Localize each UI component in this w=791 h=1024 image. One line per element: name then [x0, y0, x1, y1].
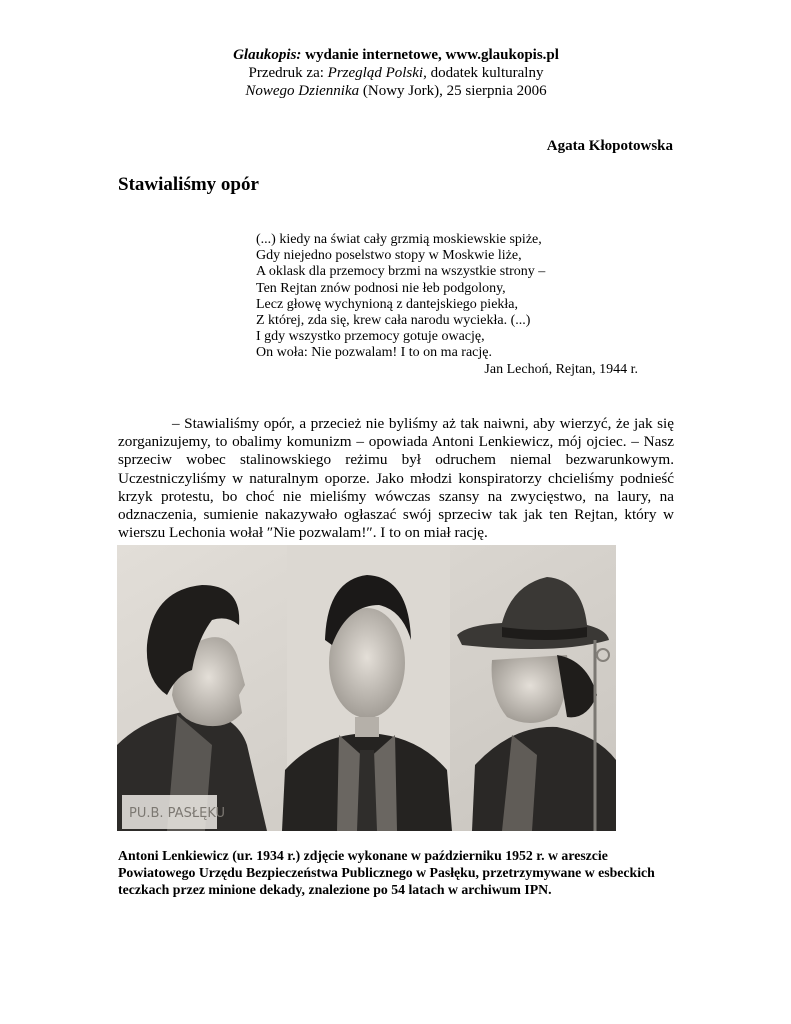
poem-line: On woła: Nie pozwalam! I to on ma rację. [256, 345, 492, 361]
poem-line: Gdy niejedno poselstwo stopy w Moskwie liże, [256, 248, 522, 264]
reprint-prefix: Przedruk za: [248, 65, 328, 81]
photo-caption: Antoni Lenkiewicz (ur. 1934 r.) zdjęcie wykonane w październiku 1952 r. w areszcie Powiatowego Urzędu Bezpieczeństwa Publicznego w Pasłęku, przetrzymywane w esbeckich teczkach przez minione dekady, znalezione po 54 latach w archiwum IPN. [118, 848, 655, 898]
poem-line: I gdy wszystko przemocy gotuje owację, [256, 329, 485, 345]
mugshot-photo [117, 545, 616, 831]
paper-date: (Nowy Jork), 25 sierpnia 2006 [359, 83, 547, 99]
photo-stamp-text: PU.B. PASŁĘKU [129, 806, 226, 821]
reprint-suffix: , dodatek kulturalny [423, 65, 544, 81]
poem-line: (...) kiedy na świat cały grzmią moskiewskie spiże, [256, 232, 542, 247]
poem-line: Ten Rejtan znów podnosi nie łeb podgolony, [256, 280, 506, 296]
mugshot-illustration [117, 545, 616, 831]
poem-attribution: Jan Lechoń, Rejtan, 1944 r. [484, 361, 638, 377]
poem-line: Lecz głowę wychynioną z dantejskiego piekła, [256, 296, 519, 312]
document-header [118, 46, 674, 100]
header-site-name: Glaukopis: [233, 47, 302, 63]
body-paragraph: – Stawialiśmy opór, a przecież nie byliśmy aż tak naiwni, aby wierzyć, że jak się zorganizujemy, to obalimy komunizm – opowiada Antoni Lenkiewicz, mój ojciec. – Nasz sprzeciw wobec stalinowskiego reżimu był odruchem niemal bezwarunkowym. Uczestniczyliśmy w naturalnym oporze. Jako młodzi konspiratorzy chcieliśmy podnieść krzyk protestu, bo choć nie mieliśmy wówczas szansy na zwycięstwo, na laury, na odznaczenia, sumienie nakazywało ogłaszać swój sprzeciw tak jak ten Rejtan, który w wierszu Lechonia wołał ″Nie pozwalam!″. I to on miał rację. [118, 415, 674, 542]
paper-name: Nowego Dziennika [245, 83, 360, 99]
poem-line: Z której, zda się, krew cała narodu wyciekła. (...) [256, 313, 531, 329]
author-name: Agata Kłopotowska [546, 138, 673, 154]
poem-line: A oklask dla przemocy brzmi na wszystkie strony – [256, 264, 546, 280]
header-reprint-line [118, 64, 674, 82]
article-title: Stawialiśmy opór [118, 174, 259, 195]
header-source-line [118, 46, 674, 64]
poem-epigraph [256, 232, 638, 378]
reprint-publication: Przegląd Polski [327, 65, 424, 81]
header-site-url: wydanie internetowe, www.glaukopis.pl [301, 47, 559, 63]
header-paper-line [118, 82, 674, 100]
portrait-front [282, 545, 452, 831]
